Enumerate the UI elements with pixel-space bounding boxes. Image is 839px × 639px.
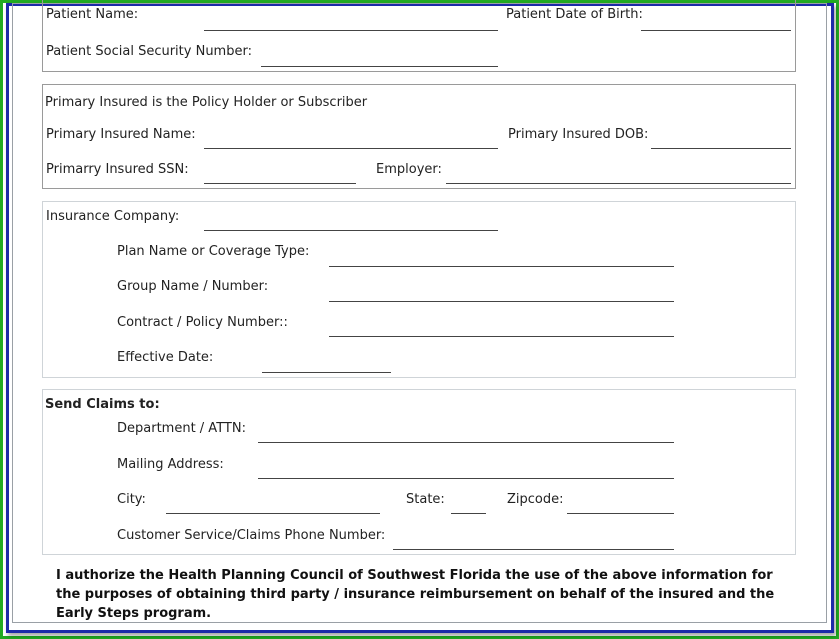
primary-name-field[interactable] [204,148,498,149]
insurance-company-field[interactable] [204,230,498,231]
primary-insured-heading: Primary Insured is the Policy Holder or Subscriber [45,95,368,110]
claims-heading: Send Claims to: [45,397,160,412]
primary-dob-field[interactable] [651,148,791,149]
group-name-field[interactable] [329,301,674,302]
mailing-address-label: Mailing Address: [117,457,224,472]
mailing-address-field[interactable] [258,478,674,479]
patient-name-field[interactable] [204,30,498,31]
patient-ssn-label: Patient Social Security Number: [46,44,252,59]
plan-name-label: Plan Name or Coverage Type: [117,244,310,259]
effective-date-label: Effective Date: [117,350,214,365]
primary-name-label: Primary Insured Name: [46,127,196,142]
state-label: State: [406,492,445,507]
city-label: City: [117,492,146,507]
department-field[interactable] [258,442,674,443]
employer-label: Employer: [376,162,442,177]
contract-number-label: Contract / Policy Number:: [117,315,288,330]
phone-label: Customer Service/Claims Phone Number: [117,528,386,543]
zipcode-field[interactable] [567,513,674,514]
state-field[interactable] [451,513,486,514]
primary-ssn-label: Primarry Insured SSN: [46,162,189,177]
effective-date-field[interactable] [262,372,391,373]
patient-name-label: Patient Name: [46,7,139,22]
patient-dob-label: Patient Date of Birth: [506,7,643,22]
authorization-statement: I authorize the Health Planning Council of Southwest Florida the use of the above information for the purposes of obtaining third party / insurance reimbursement on behalf of the insured and the Early Steps program. [56,568,775,621]
primary-dob-label: Primary Insured DOB: [508,127,649,142]
patient-ssn-field[interactable] [261,66,498,67]
zipcode-label: Zipcode: [507,492,564,507]
employer-field[interactable] [446,183,791,184]
contract-number-field[interactable] [329,336,674,337]
department-label: Department / ATTN: [117,421,246,436]
city-field[interactable] [166,513,380,514]
group-name-label: Group Name / Number: [117,279,269,294]
primary-ssn-field[interactable] [204,183,356,184]
plan-name-field[interactable] [329,266,674,267]
phone-field[interactable] [393,549,674,550]
insurance-company-label: Insurance Company: [46,209,180,224]
patient-section [42,0,796,72]
patient-dob-field[interactable] [641,30,791,31]
